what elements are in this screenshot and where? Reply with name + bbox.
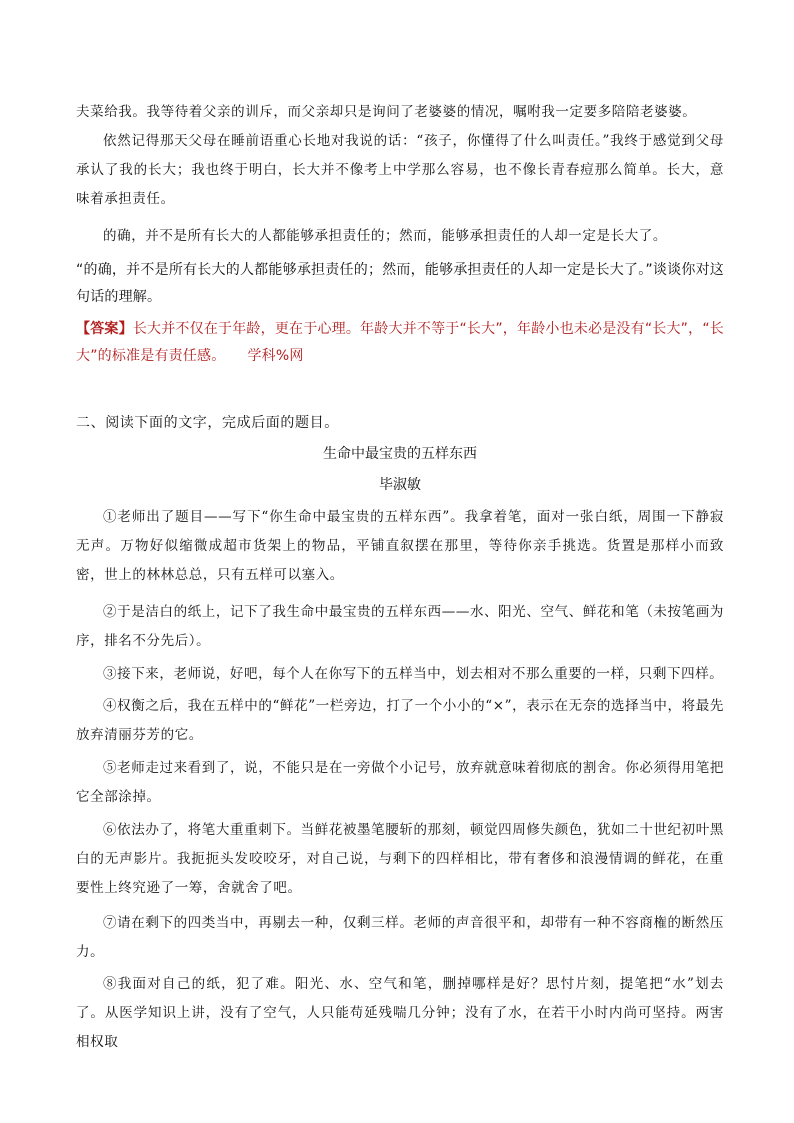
paragraph-2: 依然记得那天父母在睡前语重心长地对我说的话：“孩子，你懂得了什么叫责任。”我终于感觉到父母承认了我的长大；我也终于明白，长大并不像考上中学那么容易，也不像长青春痘那么简单。长大，意味着承担责任。 [76, 133, 724, 207]
answer-block [76, 316, 724, 370]
article-paragraph-8: ⑧我面对自己的纸，犯了难。阳光、水、空气和笔，删掉哪样是好？思忖片刻，提笔把“水”划去了。从医学知识上讲，没有了空气，人只能苟延残喘几分钟；没有了水，在若干小时内尚可坚持。两害相权取 [76, 976, 724, 1050]
article-paragraph-2: ②于是洁白的纸上，记下了我生命中最宝贵的五样东西——水、阳光、空气、鲜花和笔（未按笔画为序，排名不分先后）。 [76, 604, 724, 649]
article-paragraph-6: ⑥依法办了，将笔大重重刺下。当鲜花被墨笔腰斩的那刻，顿觉四周修失颜色，犹如二十世纪初叶黑白的无声影片。我扼扼头发咬咬牙，对自己说，与剩下的四样相比，带有奢侈和浪漫情调的鲜花，在重要性上终究逊了一筹，舍就舍了吧。 [76, 822, 724, 896]
answer-source: 学科%网 [247, 348, 304, 364]
text-line-1: 夫菜给我。我等待着父亲的训斥，而父亲却只是询问了老婆婆的情况，嘱咐我一定要多陪陪老婆婆。 [76, 104, 697, 120]
paragraph-3: 的确，并不是所有长大的人都能够承担责任的；然而，能够承担责任的人却一定是长大了。 [103, 228, 667, 244]
article-paragraph-7: ⑦请在剩下的四类当中，再剔去一种，仅剩三样。老师的声音很平和，却带有一种不容商権的断然压力。 [76, 915, 724, 960]
article-paragraph-3: ③接下来，老师说，好吧，每个人在你写下的五样当中，划去相对不那么重要的一样，只剩下四样。 [103, 666, 724, 682]
article-paragraph-4: ④权衡之后，我在五样中的“鲜花”一栏旁边，打了一个小小的“×”，表示在无奈的选择当中，将最先放弃清丽芬芳的它。 [76, 698, 724, 743]
article-title: 生命中最宝贵的五样东西 [323, 446, 477, 462]
article-author: 毕淑敏 [379, 477, 421, 493]
article-paragraph-5: ⑤老师走过来看到了，说，不能只是在一旁做个小记号，放弃就意味着彻底的割舍。你必须得用笔把它全部涂掉。 [76, 760, 724, 805]
article-paragraph-1: ①老师出了题目——写下“你生命中最宝贵的五样东西”。我拿着笔，面对一张白纸，周围一下静寂无声。万物好似缩微成超市货架上的物品，平铺直叙摆在那里，等待你亲手挑选。货置是那样小而致密，世上的林林总总，只有五样可以塞入。 [76, 509, 724, 583]
section-heading: 二、阅读下面的文字，完成后面的题目。 [76, 415, 339, 431]
question-text: “的确，并不是所有长大的人都能够承担责任的；然而，能够承担责任的人却一定是长大了。”谈谈你对这句话的理解。 [76, 262, 724, 305]
answer-text: 长大并不仅在于年龄，更在于心理。年龄大并不等于“长大”，年龄小也未必是没有“长大”，“长大”的标准是有责任感。 [76, 321, 724, 364]
answer-tag: 【答案】 [76, 321, 133, 337]
